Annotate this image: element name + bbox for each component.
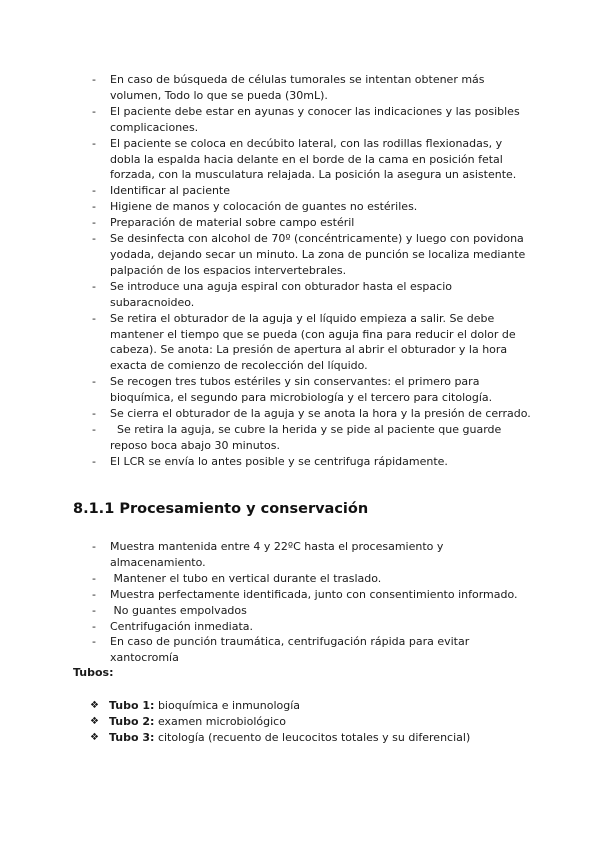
processing-list — [92, 539, 532, 666]
tube-name: Tubo 3: — [109, 731, 155, 744]
list-item: - El LCR se envía lo antes posible y se centrifuga rápidamente. — [92, 454, 532, 470]
list-item: - Se introduce una aguja espiral con obturador hasta el espacio subaracnoideo. — [92, 279, 532, 311]
list-item: - En caso de búsqueda de células tumorales se intentan obtener más volumen, Todo lo que se pueda (30mL). — [92, 72, 532, 104]
tube-description: bioquímica e inmunología — [154, 699, 301, 712]
list-item: - No guantes empolvados — [92, 603, 532, 619]
diamond-bullet-icon: ❖ — [90, 732, 99, 743]
tube-item — [90, 714, 530, 730]
list-item: - Muestra mantenida entre 4 y 22ºC hasta el procesamiento y almacenamiento. — [92, 539, 532, 571]
tube-item — [90, 698, 530, 714]
list-item: - El paciente se coloca en decúbito lateral, con las rodillas flexionadas, y dobla la espalda hacia delante en el borde de la cama en posición fetal forzada, con la musculatura relajada. La posición la asegura un asistente. — [92, 136, 532, 184]
list-item: - Se cierra el obturador de la aguja y se anota la hora y la presión de cerrado. — [92, 406, 532, 422]
tubes-label: Tubos: — [73, 666, 114, 679]
section-heading: 8.1.1 Procesamiento y conservación — [73, 501, 369, 517]
list-item: - En caso de punción traumática, centrifugación rápida para evitar xantocromía — [92, 634, 532, 666]
tubes-list — [90, 698, 530, 746]
list-item: - Higiene de manos y colocación de guantes no estériles. — [92, 199, 532, 215]
list-item: - Se retira la aguja, se cubre la herida y se pide al paciente que guarde reposo boca abajo 30 minutos. — [92, 422, 532, 454]
list-item: - Centrifugación inmediata. — [92, 619, 532, 635]
list-item: - Se recogen tres tubos estériles y sin conservantes: el primero para bioquímica, el segundo para microbiología y el tercero para citología. — [92, 374, 532, 406]
tube-item — [90, 730, 530, 746]
list-item: - Muestra perfectamente identificada, junto con consentimiento informado. — [92, 587, 532, 603]
list-item: - Se retira el obturador de la aguja y el líquido empieza a salir. Se debe mantener el tiempo que se pueda (con aguja fina para reducir el dolor de cabeza). Se anota: La presión de apertura al abrir el obturador y la hora exacta de comienzo de recolección del líquido. — [92, 311, 532, 375]
tube-description: examen microbiológico — [154, 715, 286, 728]
tube-description: citología (recuento de leucocitos totales y su diferencial) — [154, 731, 471, 744]
diamond-bullet-icon: ❖ — [90, 716, 99, 727]
tube-name: Tubo 1: — [109, 699, 155, 712]
list-item: - Identificar al paciente — [92, 183, 532, 199]
procedure-steps-list — [92, 72, 532, 470]
diamond-bullet-icon: ❖ — [90, 700, 99, 711]
list-item: - Preparación de material sobre campo estéril — [92, 215, 532, 231]
list-item: - Se desinfecta con alcohol de 70º (concéntricamente) y luego con povidona yodada, dejando secar un minuto. La zona de punción se localiza mediante palpación de los espacios intervertebrales. — [92, 231, 532, 279]
list-item: - El paciente debe estar en ayunas y conocer las indicaciones y las posibles complicaciones. — [92, 104, 532, 136]
list-item: - Mantener el tubo en vertical durante el traslado. — [92, 571, 532, 587]
tube-name: Tubo 2: — [109, 715, 155, 728]
